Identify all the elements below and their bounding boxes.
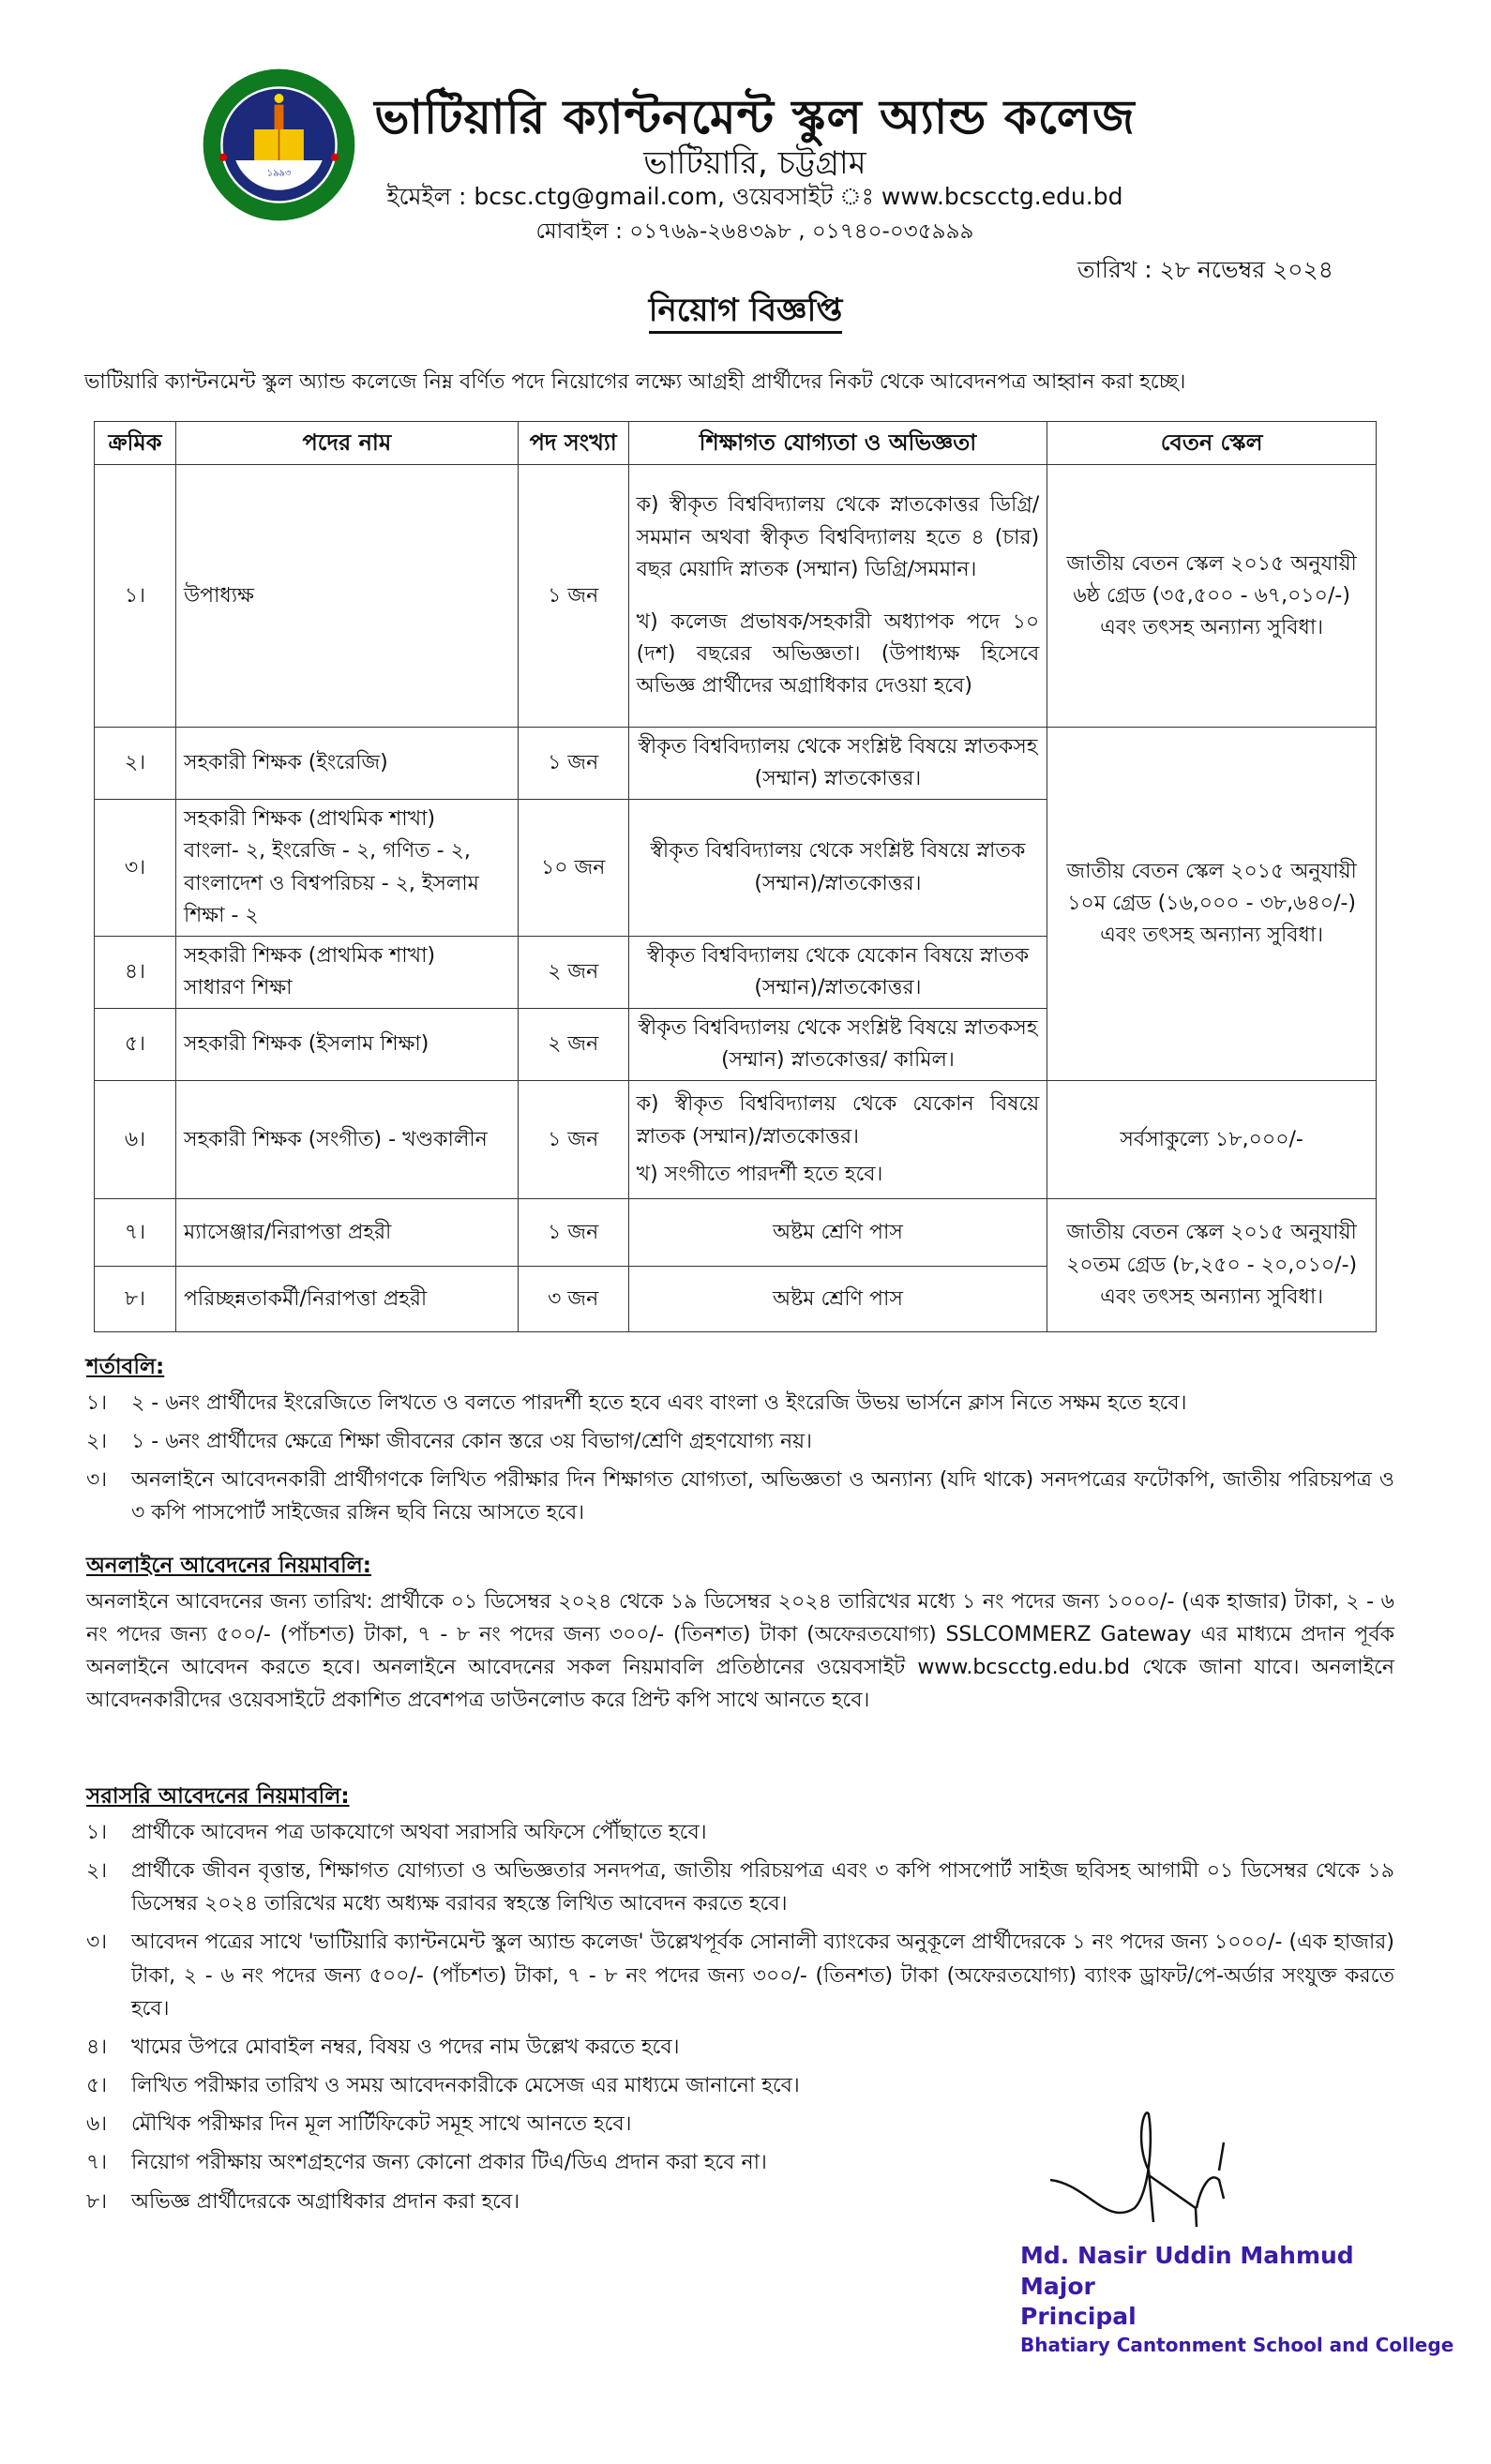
post-count: ৩ জন — [518, 1267, 628, 1332]
post-count: ১০ জন — [518, 800, 628, 936]
post-count: ১ জন — [518, 728, 628, 800]
serial: ১। — [95, 465, 176, 728]
item-number: ১। — [86, 1390, 108, 1415]
qualification — [628, 1081, 1047, 1199]
serial: ৮। — [95, 1267, 176, 1332]
item-number: ৪। — [86, 2035, 108, 2059]
svg-text:১৯৯৩: ১৯৯৩ — [266, 168, 292, 179]
qualification: স্বীকৃত বিশ্ববিদ্যালয় থেকে সংশ্লিষ্ট বিষয়ে স্নাতক (সম্মান)/স্নাতকোত্তর। — [628, 800, 1047, 936]
item-number: ১। — [86, 1820, 108, 1844]
list-item — [86, 1816, 1394, 1849]
item-text: মৌখিক পরীক্ষার দিন মূল সার্টিফিকেট সমূহ সাথে আনতে হবে। — [131, 2112, 632, 2137]
list-item — [86, 1926, 1394, 2025]
serial: ২। — [95, 728, 176, 800]
post-count: ১ জন — [518, 1081, 628, 1199]
school-name: ভাটিয়ারি ক্যান্টনমেন্ট স্কুল অ্যান্ড কলেজ — [374, 90, 1136, 144]
item-text: নিয়োগ পরীক্ষায় অংশগ্রহণের জন্য কোনো প্রকার টিএ/ডিএ প্রদান করা হবে না। — [131, 2151, 767, 2175]
qualification: অষ্টম শ্রেণি পাস — [628, 1199, 1047, 1267]
item-number: ৭। — [86, 2151, 108, 2175]
table-row — [95, 1081, 1377, 1199]
vacancy-table — [94, 421, 1377, 1332]
qualification-b: খ) কলেজ প্রভাষক/সহকারী অধ্যাপক পদে ১০ (দশ) বছরের অভিজ্ঞতা। (উপাধ্যক্ষ হিসেবে অভিজ্ঞ প্রার্থীদের অগ্রাধিকার দেওয়া হবে) — [636, 609, 1040, 698]
qualification: স্বীকৃত বিশ্ববিদ্যালয় থেকে সংশ্লিষ্ট বিষয়ে স্নাতকসহ (সম্মান) স্নাতকোত্তর। — [628, 728, 1047, 800]
item-number: ৮। — [86, 2189, 108, 2214]
contact-email-website: ইমেইল : bcsc.ctg@gmail.com, ওয়েবসাইট ঃ www.bcscctg.edu.bd — [386, 183, 1123, 210]
item-text: প্রার্থীকে আবেদন পত্র ডাকযোগে অথবা সরাসরি অফিসে পৌঁছাতে হবে। — [131, 1820, 707, 1844]
post-count: ১ জন — [518, 1199, 628, 1267]
list-item — [86, 1855, 1394, 1920]
post-name: উপাধ্যক্ষ — [175, 465, 518, 728]
signatory-designation: Principal — [1020, 2303, 1137, 2330]
signatory-name: Md. Nasir Uddin Mahmud — [1020, 2242, 1354, 2269]
notice-title — [0, 286, 1491, 339]
qualification: স্বীকৃত বিশ্ববিদ্যালয় থেকে যেকোন বিষয়ে স্নাতক (সম্মান)/স্নাতকোত্তর। — [628, 936, 1047, 1008]
item-number: ২। — [86, 1429, 108, 1453]
qualification: অষ্টম শ্রেণি পাস — [628, 1267, 1047, 1332]
post-detail: সাধারণ শিক্ষা — [183, 975, 293, 999]
item-text: আবেদন পত্রের সাথে 'ভাটিয়ারি ক্যান্টনমেন্ট স্কুল অ্যান্ড কলেজ' উল্লেখপূর্বক সোনালী ব্যাংকের অনুকূলে প্রার্থীদেরকে ১ নং পদের জন্য ১০০০/- (এক হাজার) টাকা, ২ - ৬ নং পদের জন্য ৫০০/- (পাঁচশত) টাকা, ৭ - ৮ নং পদের জন্য ৩০০/- (তিনশত) টাকা (অফেরতযোগ্য) ব্যাংক ড্রাফট/পে-অর্ডার সংযুক্ত করতে হবে। — [131, 1931, 1394, 2021]
post-name: সহকারী শিক্ষক (ইসলাম শিক্ষা) — [175, 1008, 518, 1080]
intro-text: ভাটিয়ারি ক্যান্টনমেন্ট স্কুল অ্যান্ড কলেজে নিম্ন বর্ণিত পদে নিয়োগের লক্ষ্যে আগ্রহী প্রার্থীদের নিকট থেকে আবেদনপত্র আহ্বান করা হচ্ছে। — [84, 370, 1186, 394]
item-number: ২। — [86, 1858, 108, 1883]
item-text: লিখিত পরীক্ষার তারিখ ও সময় আবেদনকারীকে মেসেজ এর মাধ্যমে জানানো হবে। — [131, 2074, 800, 2098]
post-name: ম্যাসেঞ্জার/নিরাপত্তা প্রহরী — [175, 1199, 518, 1267]
salary-scale: সর্বসাকুল্যে ১৮,০০০/- — [1047, 1081, 1377, 1199]
salary-scale: জাতীয় বেতন স্কেল ২০১৫ অনুযায়ী ২০তম গ্রেড (৮,২৫০ - ২০,০১০/-) এবং তৎসহ অন্যান্য সুবিধা। — [1047, 1199, 1377, 1332]
col-count: পদ সংখ্যা — [518, 422, 628, 465]
conditions-list — [86, 1387, 1394, 1530]
post-title: সহকারী শিক্ষক (প্রাথমিক শাখা) — [183, 943, 436, 968]
list-item — [86, 1425, 1394, 1458]
signatory-rank: Major — [1020, 2272, 1095, 2300]
signatory-institution: Bhatiary Cantonment School and College — [1020, 2333, 1454, 2356]
signature — [1032, 2105, 1294, 2246]
contact-mobile: মোবাইল : ০১৭৬৯-২৬৪৩৯৮ , ০১৭৪০-০৩৫৯৯৯ — [535, 219, 974, 244]
post-name: সহকারী শিক্ষক (ইংরেজি) — [175, 728, 518, 800]
item-number: ৫। — [86, 2074, 108, 2098]
post-count: ২ জন — [518, 936, 628, 1008]
table-row — [95, 728, 1377, 800]
col-post: পদের নাম — [175, 422, 518, 465]
online-heading: অনলাইনে আবেদনের নিয়মাবলি: — [86, 1554, 371, 1578]
col-salary: বেতন স্কেল — [1047, 422, 1377, 465]
post-name — [175, 800, 518, 936]
notice-title-text: নিয়োগ বিজ্ঞপ্তি — [649, 292, 843, 334]
item-number: ৬। — [86, 2112, 108, 2137]
item-text: প্রার্থীকে জীবন বৃত্তান্ত, শিক্ষাগত যোগ্যতা ও অভিজ্ঞতার সনদপত্র, জাতীয় পরিচয়পত্র এবং ৩ কপি পাসপোর্ট সাইজ ছবিসহ আগামী ০১ ডিসেম্বর থেকে ১৯ ডিসেম্বর ২০২৪ তারিখের মধ্যে অধ্যক্ষ বরাবর স্বহস্তে লিখিত আবেদন করতে হবে। — [131, 1858, 1394, 1916]
post-name: সহকারী শিক্ষক (সংগীত) - খণ্ডকালীন — [175, 1081, 518, 1199]
signatory-block — [1020, 2241, 1453, 2357]
item-text: ১ - ৬নং প্রার্থীদের ক্ষেত্রে শিক্ষা জীবনের কোন স্তরে ৩য় বিভাগ/শ্রেণি গ্রহণযোগ্য নয়। — [131, 1429, 812, 1453]
list-item — [86, 2031, 1394, 2064]
col-serial: ক্রমিক — [95, 422, 176, 465]
post-count: ১ জন — [518, 465, 628, 728]
direct-heading: সরাসরি আবেদনের নিয়মাবলি: — [86, 1784, 350, 1809]
qualification — [628, 465, 1047, 728]
post-name: পরিচ্ছন্নতাকর্মী/নিরাপত্তা প্রহরী — [175, 1267, 518, 1332]
qualification-a: ক) স্বীকৃত বিশ্ববিদ্যালয় থেকে যেকোন বিষয়ে স্নাতক (সম্মান)/স্নাতকোত্তর। — [636, 1092, 1040, 1149]
post-name — [175, 936, 518, 1008]
list-item — [86, 1464, 1394, 1529]
post-count: ২ জন — [518, 1008, 628, 1080]
serial: ৪। — [95, 936, 176, 1008]
conditions-section — [86, 1350, 1394, 1536]
item-number: ৩। — [86, 1931, 108, 1955]
salary-scale: জাতীয় বেতন স্কেল ২০১৫ অনুযায়ী ৬ষ্ঠ গ্রেড (৩৫,৫০০ - ৬৭,০১০/-) এবং তৎসহ অন্যান্য সুবিধা। — [1047, 465, 1377, 728]
item-text: ২ - ৬নং প্রার্থীদের ইংরেজিতে লিখতে ও বলতে পারদর্শী হতে হবে এবং বাংলা ও ইংরেজি উভয় ভার্সনে ক্লাস নিতে সক্ষম হতে হবে। — [131, 1390, 1187, 1415]
online-text: অনলাইনে আবেদনের জন্য তারিখ: প্রার্থীকে ০১ ডিসেম্বর ২০২৪ থেকে ১৯ ডিসেম্বর ২০২৪ তারিখের মধ্যে ১ নং পদের জন্য ১০০০/- (এক হাজার) টাকা, ২ - ৬ নং পদের জন্য ৫০০/- (পাঁচশত) টাকা, ৭ - ৮ নং পদের জন্য ৩০০/- (তিনশত) টাকা (অফেরতযোগ্য) SSLCOMMERZ Gateway এর মাধ্যমে প্রদান পূর্বক অনলাইনে আবেদন করতে হবে। অনলাইনে আবেদনের সকল নিয়মাবলি প্রতিষ্ঠানের ওয়েবসাইট www.bcscctg.edu.bd থেকে জানা যাবে। অনলাইনে আবেদনকারীদের ওয়েবসাইটে প্রকাশিত প্রবেশপত্র ডাউনলোড করে প্রিন্ট কপি সাথে আনতে হবে। — [86, 1589, 1394, 1713]
conditions-heading: শর্তাবলি: — [86, 1355, 165, 1379]
list-item — [86, 1387, 1394, 1420]
table-row — [95, 465, 1377, 728]
serial: ৬। — [95, 1081, 176, 1199]
qualification-a: ক) স্বীকৃত বিশ্ববিদ্যালয় থেকে স্নাতকোত্তর ডিগ্রি/সমমান অথবা স্বীকৃত বিশ্ববিদ্যালয় হতে ৪ (চার) বছর মেয়াদি স্নাতক (সম্মান) ডিগ্রি/সমমান। — [636, 493, 1040, 581]
post-detail: বাংলা- ২, ইংরেজি - ২, গণিত - ২, বাংলাদেশ ও বিশ্বপরিচয় - ২, ইসলাম শিক্ষা - ২ — [183, 839, 479, 927]
table-header-row — [95, 422, 1377, 465]
item-number: ৩। — [86, 1468, 108, 1493]
col-qualification: শিক্ষাগত যোগ্যতা ও অভিজ্ঞতা — [628, 422, 1047, 465]
salary-scale: জাতীয় বেতন স্কেল ২০১৫ অনুযায়ী ১০ম গ্রেড (১৬,০০০ - ৩৮,৬৪০/-) এবং তৎসহ অন্যান্য সুবিধা। — [1047, 728, 1377, 1081]
item-text: অভিজ্ঞ প্রার্থীদেরকে অগ্রাধিকার প্রদান করা হবে। — [131, 2189, 520, 2214]
school-logo — [202, 68, 356, 222]
qualification: স্বীকৃত বিশ্ববিদ্যালয় থেকে সংশ্লিষ্ট বিষয়ে স্নাতকসহ (সম্মান) স্নাতকোত্তর/ কামিল। — [628, 1008, 1047, 1080]
table-row — [95, 1199, 1377, 1267]
list-item — [86, 2069, 1394, 2102]
serial: ৫। — [95, 1008, 176, 1080]
school-location: ভাটিয়ারি, চট্টগ্রাম — [643, 144, 866, 182]
item-text: খামের উপরে মোবাইল নম্বর, বিষয় ও পদের নাম উল্লেখ করতে হবে। — [131, 2035, 680, 2059]
serial: ৭। — [95, 1199, 176, 1267]
notice-date: তারিখ : ২৮ নভেম্বর ২০২৪ — [1077, 256, 1333, 283]
serial: ৩। — [95, 800, 176, 936]
post-title: সহকারী শিক্ষক (প্রাথমিক শাখা) — [183, 807, 436, 832]
item-text: অনলাইনে আবেদনকারী প্রার্থীগণকে লিখিত পরীক্ষার দিন শিক্ষাগত যোগ্যতা, অভিজ্ঞতা ও অন্যান্য (যদি থাকে) সনদপত্রের ফটোকপি, জাতীয় পরিচয়পত্র ও ৩ কপি পাসপোর্ট সাইজের রঙ্গিন ছবি নিয়ে আসতে হবে। — [131, 1468, 1394, 1525]
qualification-b: খ) সংগীতে পারদর্শী হতে হবে। — [636, 1162, 883, 1186]
online-application-section — [86, 1549, 1394, 1718]
